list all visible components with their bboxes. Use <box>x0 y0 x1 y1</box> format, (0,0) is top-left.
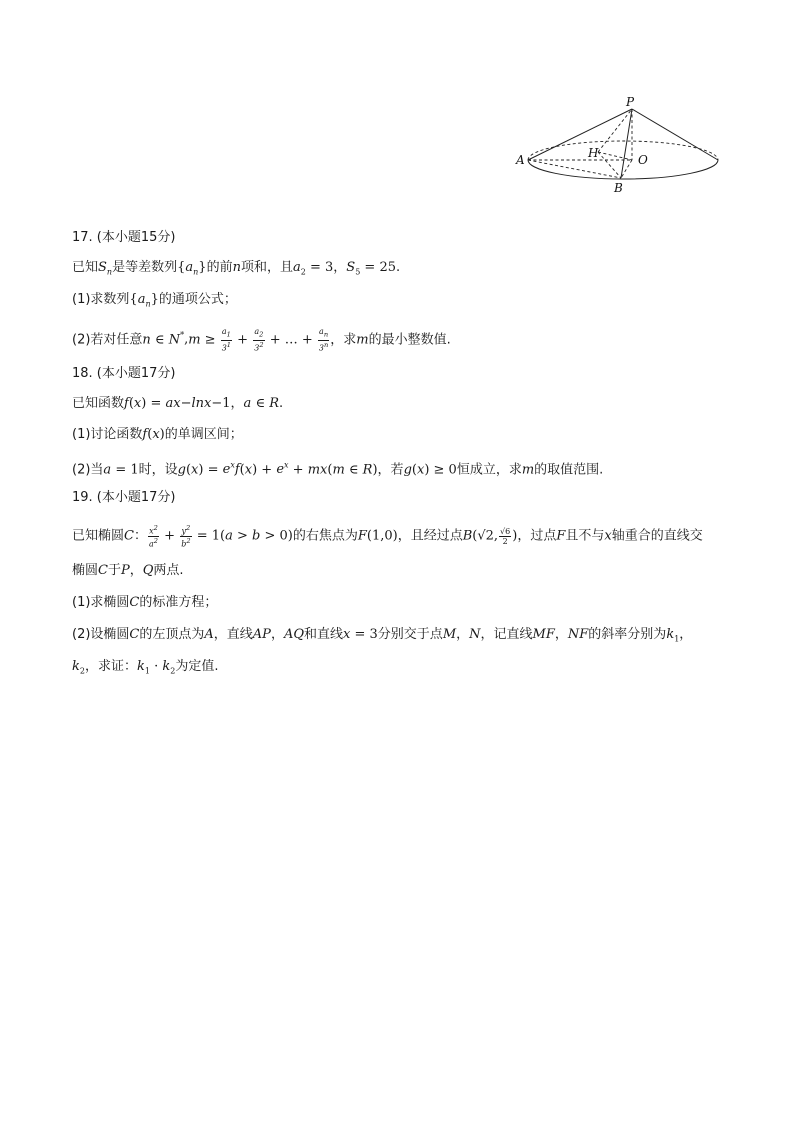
q17-header: 17. (本小题15分) <box>72 230 176 245</box>
q19-header: 19. (本小题17分) <box>72 490 176 505</box>
q18-part2: (2)当a = 1时，设$g(x) = e^xf(x) + e^x + mx(m$ ∈ R)，若g(x) ≥ 0恒成立，求m的取值范围. <box>72 461 604 478</box>
q19-part1: (1)求椭圆C的标准方程； <box>72 595 218 610</box>
label-O: O <box>638 153 648 167</box>
label-P: P <box>626 95 635 109</box>
q17-stem: 已知$S_n$是等差数列$\{a_n\}$的前n项和，且$a_2 = 3$，$S_5 = 25$. <box>72 260 401 277</box>
q18-part1: (1)讨论函数f(x)的单调区间； <box>72 427 243 442</box>
q18-stem: 已知函数f(x) = ax−lnx−1，a ∈ R. <box>72 396 284 411</box>
cone-figure <box>516 92 728 202</box>
label-A: A <box>516 153 525 167</box>
cone-base-back <box>528 141 718 160</box>
segment-AB <box>528 160 621 178</box>
q19-part2-cont: $k_2$，求证：$k_1 \cdot k_2$为定值. <box>72 659 219 676</box>
segment-HB <box>598 152 621 178</box>
cone-diagram <box>516 92 728 202</box>
label-H: H <box>588 146 599 160</box>
q17-part1: (1)求数列$\{a_n\}$的通项公式； <box>72 292 237 309</box>
q18-header: 18. (本小题17分) <box>72 366 176 381</box>
q19-stem-cont: 椭圆C于P，Q两点. <box>72 563 184 578</box>
label-B: B <box>614 181 623 195</box>
edge-PA <box>528 109 632 160</box>
segment-HO <box>598 152 632 160</box>
segment-HP <box>598 109 632 152</box>
q19-stem: 已知椭圆C： $\frac{x^2}{a^2}$ + $\frac{y^2}{b^2}$ = 1(a > b > 0)的右焦点为F(1,0)，且经过点B(√2, $\frac{√6}{2}$ )，过点F且不与x轴重合的直线交 <box>72 524 703 549</box>
q19-part2: (2)设椭圆C的左顶点为A，直线AP，AQ和直线x = 3分别交于点M，N，记直线MF，NF的斜率分别为$k_1$， <box>72 627 693 644</box>
q17-part2: (2)若对任意n ∈ N*,m ≥ $\frac{a_1}{3^1}$ + $\frac{a_2}{3^2}$ + … + $\frac{a_n}{3^n}$ ，求m的最小整数值. <box>72 327 451 353</box>
edge-PB <box>621 109 632 178</box>
